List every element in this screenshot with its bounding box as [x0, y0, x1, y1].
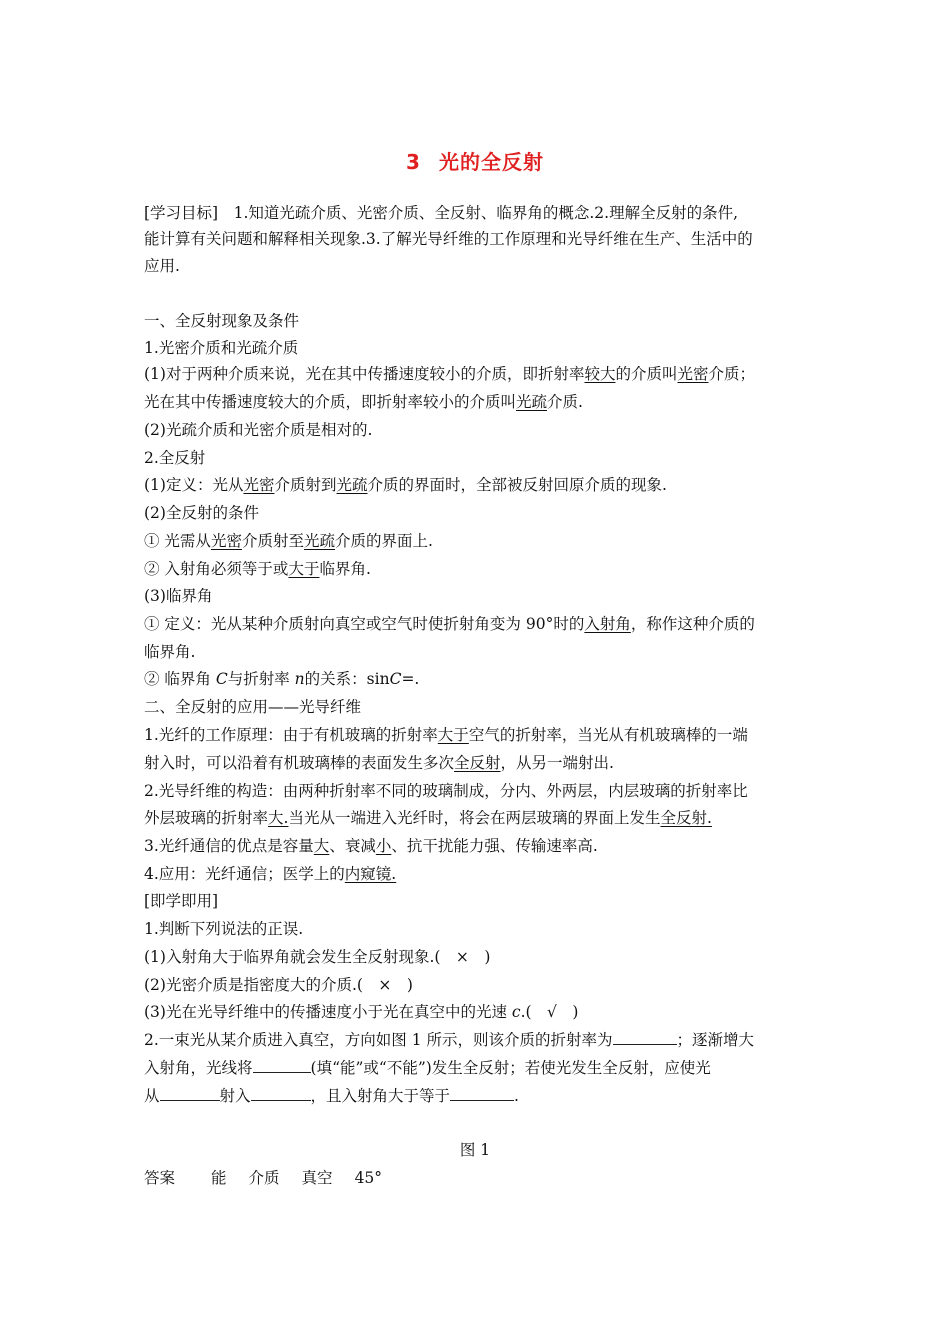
answer-blank — [251, 1086, 311, 1101]
paragraph-line: ② 临界角 C与折射率 n的关系：sinC=. — [144, 670, 420, 688]
answer-blank — [160, 1086, 220, 1101]
section-2-heading: 二、全反射的应用——光导纤维 — [144, 698, 362, 716]
question-2-line-3: 从 射入 ，且入射角大于等于 . — [144, 1087, 519, 1105]
paragraph-line: (1)对于两种介质来说，光在其中传播速度较小的介质，即折射率较大的介质叫光密介质； — [144, 365, 756, 383]
fill-answer: 入射角 — [584, 615, 631, 633]
fill-answer: 较大 — [584, 365, 616, 383]
fill-answer: 光密 — [677, 365, 709, 383]
paragraph-line: ② 入射角必须等于或大于临界角. — [144, 560, 371, 578]
title-number: 3 — [406, 150, 421, 174]
paragraph-line: 光在其中传播速度较大的介质，即折射率较小的介质叫光疏介质. — [144, 393, 583, 411]
figure-caption: 图 1 — [459, 1141, 491, 1159]
fill-answer: 小 — [375, 837, 392, 855]
learning-goals-line-2: 能计算有关问题和解释相关现象.3.了解光导纤维的工作原理和光导纤维在生产、生活中的 — [144, 230, 753, 248]
fill-answer: 光疏 — [336, 476, 368, 494]
learning-goals-line-3: 应用. — [144, 257, 180, 275]
fill-answer: 大. — [268, 809, 289, 827]
fill-answer: 光疏 — [303, 532, 335, 550]
paragraph-line: 临界角. — [144, 643, 196, 661]
paragraph-line: 2.光导纤维的构造：由两种折射率不同的玻璃制成，分内、外两层，内层玻璃的折射率比 — [144, 782, 748, 800]
paragraph-line: (3)临界角 — [144, 587, 213, 605]
question-2-line-1: 2.一束光从某介质进入真空，方向如图 1 所示，则该介质的折射率为 ；逐渐增大 — [144, 1031, 755, 1049]
page-title — [0, 146, 950, 175]
question-1-item-1: (1)入射角大于临界角就会发生全反射现象.( × ) — [144, 948, 491, 966]
answer-blank — [613, 1030, 677, 1045]
learning-goals-line-1: [学习目标] 1.知道光疏介质、光密介质、全反射、临界角的概念.2.理解全反射的条件, — [144, 204, 739, 222]
paragraph-line: (2)全反射的条件 — [144, 504, 259, 522]
title-text: 光的全反射 — [438, 150, 544, 174]
paragraph-line: 3.光纤通信的优点是容量大、衰减小、抗干扰能力强、传输速率高. — [144, 837, 598, 855]
question-1-item-2: (2)光密介质是指密度大的介质.( × ) — [144, 976, 413, 994]
practice-heading: [即学即用] — [144, 892, 219, 910]
paragraph-line: 1.光纤的工作原理：由于有机玻璃的折射率大于空气的折射率，当光从有机玻璃棒的一端 — [144, 726, 748, 744]
answer-label: 答案 — [144, 1169, 176, 1187]
fill-answer: 全反射 — [454, 754, 501, 772]
paragraph-line: (2)光疏介质和光密介质是相对的. — [144, 421, 373, 439]
fill-answer: 内窥镜. — [344, 865, 397, 883]
question-1-item-3: (3)光在光导纤维中的传播速度小于光在真空中的光速 c.( √ ) — [144, 1003, 579, 1021]
fill-answer: 光密 — [210, 532, 242, 550]
subsection-1-heading: 1.光密介质和光疏介质 — [144, 339, 299, 357]
answer-value: 能 — [211, 1169, 227, 1187]
answer-blank — [450, 1086, 514, 1101]
fill-answer: 大于 — [288, 560, 320, 578]
paragraph-line: (1)定义：光从光密介质射到光疏介质的界面时，全部被反射回原介质的现象. — [144, 476, 667, 494]
fill-answer: 全反射. — [660, 809, 712, 827]
paragraph-line: ① 光需从光密介质射至光疏介质的界面上. — [144, 532, 433, 550]
answer-blank — [253, 1058, 311, 1073]
question-2-line-2: 入射角，光线将 (填“能”或“不能”)发生全反射；若使光发生全反射，应使光 — [144, 1059, 711, 1077]
answer-value: 介质 — [248, 1169, 280, 1187]
answer-value: 45° — [354, 1169, 383, 1187]
paragraph-line: 外层玻璃的折射率大.当光从一端进入光纤时，将会在两层玻璃的界面上发生全反射. — [144, 809, 712, 827]
question-1: 1.判断下列说法的正误. — [144, 920, 304, 938]
subsection-2-heading: 2.全反射 — [144, 449, 206, 467]
paragraph-line: 射入时，可以沿着有机玻璃棒的表面发生多次全反射，从另一端射出. — [144, 754, 614, 772]
section-1-heading: 一、全反射现象及条件 — [144, 312, 300, 330]
fill-answer: 光密 — [243, 476, 275, 494]
answer-line — [144, 1168, 404, 1188]
fill-answer: 大 — [313, 837, 330, 855]
paragraph-line: ① 定义：光从某种介质射向真空或空气时使折射角变为 90°时的入射角，称作这种介质的 — [144, 615, 755, 633]
answer-value: 真空 — [301, 1169, 333, 1187]
fill-answer: 光疏 — [516, 393, 548, 411]
paragraph-line: 4.应用：光纤通信；医学上的内窥镜. — [144, 865, 397, 883]
fill-answer: 大于 — [437, 726, 469, 744]
